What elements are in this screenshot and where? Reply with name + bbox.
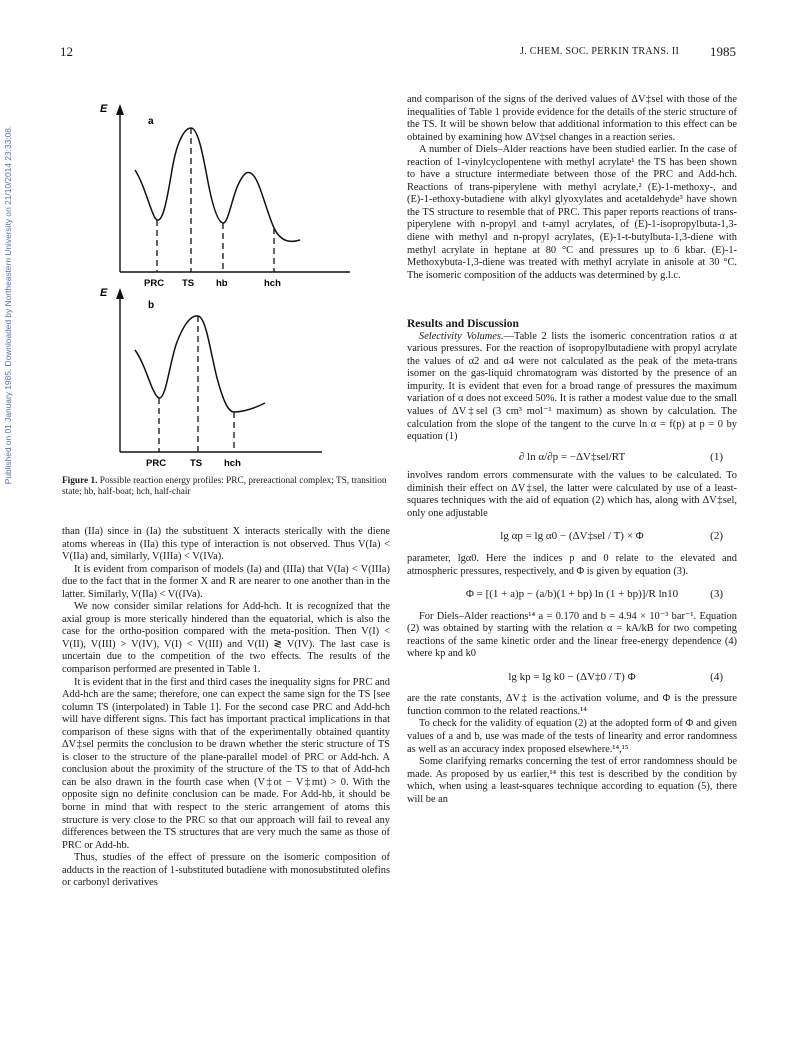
panel-b-axis-label: E [100, 287, 108, 299]
panel-a-axis-label: E [100, 103, 108, 115]
equation-3: Φ = [(1 + a)p − (a/b)(1 + bp) ln (1 + bp)]/R ln10 (3) [465, 588, 723, 601]
tick-ts: TS [182, 278, 195, 289]
left-paragraph-5: Thus, studies of the effect of pressure on the isomeric composition of adducts in the reaction of 1-substituted butadiene with monosubstituted olefins or carbonyl derivatives [62, 852, 390, 889]
panel-a-label: a [148, 116, 154, 127]
right-paragraph-4: involves random errors commensurate with the values to be calculated. To diminish their effect on ΔV‡sel, the latter were calculated by use of a least-squares techniques with the aid of equation (2) which has, along with ΔV‡sel, only one adjustable [407, 470, 737, 519]
left-column [62, 526, 390, 890]
equation-4: lg kp = lg k0 − (ΔV‡0 / T) Φ (4) [508, 670, 723, 683]
left-paragraph-2: It is evident from comparison of models (Ia) and (IIIa) that V(Ia) < V(IIIa) due to the fact that in the former X and R are nearer to one another than in the latter. Similarly, V(IIa) < V((IVa). [62, 563, 390, 600]
tick-hch-b: hch [224, 458, 241, 469]
section-heading: Results and Discussion [407, 318, 519, 331]
panel-b [100, 287, 322, 469]
energy-profile-figure [60, 60, 400, 470]
left-paragraph-1: than (IIa) since in (Ia) the substituent X interacts sterically with the diene atoms whereas in (IIa) this type of interaction is not observed. Thus V(Ia) < V(IIa) and, similarly, V(IIIa) < V(IVa). [62, 526, 390, 563]
figure-caption [62, 476, 390, 498]
left-paragraph-4: It is evident that in the first and third cases the inequality signs for PRC and Add-hch are the same; therefore, one can expect the same sign for the TS [see column TS (interpolated) in Table 1]. For the second case PRC and Add-hch will have different signs. This fact has important practical implications in that comparison of these signs with that of the experimentally obtained quantity ΔV‡sel permits the conclusion to be drawn whether the steric structure of TS is closer to the structure of the plane-parallel model of PRC or Add-hch. A conclusion about the proximity of the structure of the TS to that of Add-hch can be also drawn in the fourth case when (V‡ot − V‡mt) > 0. With the opposite sign no definite conclusion can be made. For Add-hb, it should be borne in mind that with respect to the steric arrangement of atoms this structure is very close to the PRC so that our approach will fail to reveal any differences between the TS structures that are very much the same as those of PRC or Add-hb. [62, 676, 390, 851]
right-paragraph-1: and comparison of the signs of the derived values of ΔV‡sel with those of the inequalities of Table 1 provide evidence for the details of the steric structure of the TS. It will be shown below that additional information to this effect can be obtained by examining how ΔV‡sel changes in a reaction series. [407, 94, 737, 143]
equation-2: lg αp = lg α0 − (ΔV‡sel / T) × Φ (2) [500, 530, 723, 543]
journal-year: 1985 [710, 44, 736, 59]
right-paragraph-6: For Diels–Alder reactions¹⁴ a = 0.170 and b = 4.94 × 10⁻³ bar⁻¹. Equation (2) was obtained by starting with the relation α = kA/kB for two competing reactions of the same kinetic order and the linear free-energy dependence (4) where kp and k0 [407, 610, 737, 660]
panel-b-label: b [148, 300, 155, 311]
left-paragraph-3: We now consider similar relations for Add-hch. It is recognized that the axial group is more sterically hindered than the equatorial, which is also the case for the ortho-position compared with the meta-position. Then V(I) < V(II), V(III) > V(IV), V(I) < V(III) and V(II) ≷ V(IV). The last case is uncertain due to the competition of the two effects. The results of the comparison performed are presented in Table 1. [62, 601, 390, 676]
tick-hb: hb [216, 278, 228, 289]
tick-prc: PRC [144, 278, 165, 289]
right-paragraph-7: are the rate constants, ΔV‡ is the activation volume, and Φ is the pressure function common to the related reactions.¹⁴ [407, 693, 737, 717]
right-paragraph-8: To check for the validity of equation (2) at the adopted form of Φ and given values of a and b, use was made of the tests of linearity and error randomness as well as an accuracy index proposed elsewhere.¹⁴,¹⁵ [407, 718, 737, 755]
tick-ts-b: TS [190, 458, 203, 469]
tick-prc-b: PRC [146, 458, 167, 469]
caption-text: Possible reaction energy profiles: PRC, prereactional complex; TS, transition state; hb, half-boat; hch, half-chair [62, 476, 387, 497]
panel-a [100, 103, 350, 289]
subsection-lead: Selectivity Volumes. [419, 330, 504, 342]
publication-sidebar-note: Published on 01 January 1985. Downloaded by Northeastern University on 21/10/2014 23:33:08. [3, 125, 13, 485]
right-paragraph-9: Some clarifying remarks concerning the test of error randomness should be made. As proposed by us earlier,¹⁴ this test is described by the condition by which, when using a least-squares technique according to equation (5), there will be an [407, 756, 737, 805]
right-paragraph-5: parameter, lgα0. Here the indices p and 0 relate to the elevated and atmospheric pressures, respectively, and Φ is given by equation (3). [407, 552, 737, 577]
right-paragraph-3: —Table 2 lists the isomeric concentration ratios α at various pressures. For the reaction of isopropylbutadiene with propyl acrylate the values of α2 and α4 were not calculated as the peak of the meta-trans isomer on the gas-liquid chromatogram was distorted by the presence of an impurity. It is evident that even for a broad range of pressures the maximum variation of α does not exceed 50%. It is rather a modest value due to the small values of ΔV‡sel (3 cm³ mol⁻¹ maximum) as shown by calculation. The calculation from the slope of the tangent to the curve ln α = f(p) at p = 0 by equation (1) [407, 330, 737, 443]
journal-name: J. CHEM. SOC. PERKIN TRANS. II [520, 46, 680, 57]
tick-hch: hch [264, 278, 281, 289]
page-number: 12 [60, 44, 73, 59]
caption-label: Figure 1. [62, 476, 98, 486]
right-column [407, 94, 737, 806]
right-paragraph-2: A number of Diels–Alder reactions have been studied earlier. In the case of reaction of 1-vinylcyclopentene with methyl acrylate¹ the TS has been shown to have a structure intermediate between those of the PRC and Add-hch. Reactions of trans-piperylene with methyl acrylate,² (E)-1-methoxy-, and (E)-1-ethoxy-butadiene with alkyl glyoxylates and acetaldehyde³ have shown the TS structure to resemble that of PRC. This paper reports reactions of trans-piperylene with n-propyl and t-amyl acrylates, of (E)-1-isopropylbuta-1,3-diene with methyl and n-propyl acrylates, (E)-1-t-butylbuta-1,3-diene with methyl acrylate in heptane at 80 °C and pressures up to 6 kbar. (E)-1-Methoxybuta-1,3-diene was treated with methyl acrylate in anisole at 30 °C. The isomeric composition of the adducts was determined by g.l.c. [407, 144, 737, 281]
equation-1: ∂ ln α/∂p = −ΔV‡sel/RT (1) [518, 450, 723, 463]
